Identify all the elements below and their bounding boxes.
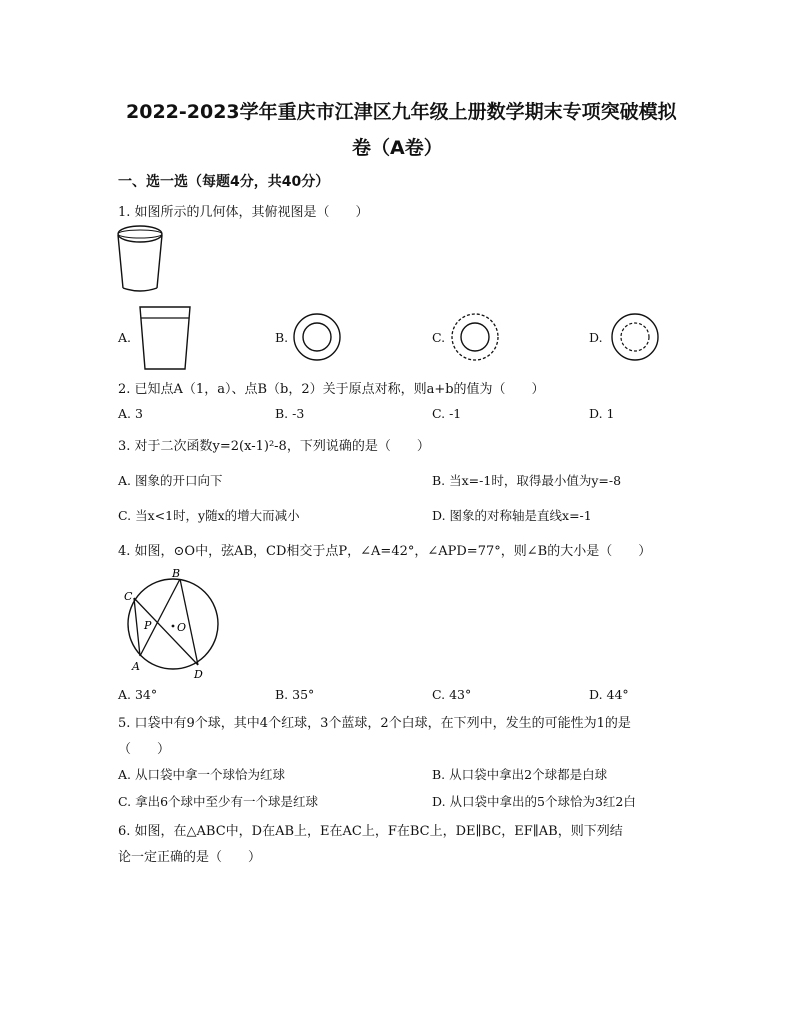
point-label-p: P (144, 619, 152, 632)
page-title-line-1: 2022-2023学年重庆市江津区九年级上册数学期末专项突破模拟 (126, 101, 677, 123)
point-label-b: B (172, 567, 181, 580)
question-1-option-b: B. (275, 330, 289, 345)
point-label-c: C (124, 590, 133, 603)
question-5-option-b: B. 从口袋中拿出2个球都是白球 (432, 767, 608, 782)
question-4-option-a: A. 34° (118, 687, 158, 702)
question-5-option-a: A. 从口袋中拿一个球恰为红球 (118, 767, 285, 782)
question-2-option-a: A. 3 (118, 406, 143, 421)
question-1-stem: 1. 如图所示的几何体，其俯视图是（ ） (118, 205, 369, 220)
option-a-trapezoid-figure (138, 305, 194, 371)
question-2-option-b: B. -3 (275, 406, 305, 421)
section-heading: 一、选一选（每题4分，共40分） (118, 174, 330, 190)
question-5-stem-line-2: （ ） (118, 742, 171, 757)
question-4-circle-figure (118, 568, 228, 680)
option-d-dashed-inner-circle-figure (610, 312, 660, 362)
question-3-option-c: C. 当x<1时，y随x的增大而减小 (118, 508, 300, 523)
question-3-option-d: D. 图象的对称轴是直线x=-1 (432, 508, 592, 523)
question-5-option-c: C. 拿出6个球中至少有一个球是红球 (118, 794, 319, 809)
question-3-option-b: B. 当x=-1时，取得最小值为y=-8 (432, 473, 622, 488)
option-b-concentric-circles-figure (292, 312, 342, 362)
question-1-option-d: D. (589, 330, 603, 345)
question-4-stem: 4. 如图，⊙O中，弦AB，CD相交于点P，∠A=42°，∠APD=77°，则∠B的大小是（ ） (118, 544, 652, 559)
point-label-o: O (177, 621, 187, 634)
question-4-option-d: D. 44° (589, 687, 629, 702)
point-label-a: A (132, 660, 140, 673)
question-4-option-c: C. 43° (432, 687, 472, 702)
question-5-stem-line-1: 5. 口袋中有9个球，其中4个红球，3个蓝球，2个白球，在下列中，发生的可能性为1的是 (118, 716, 631, 731)
point-label-d: D (194, 668, 203, 681)
question-2-stem: 2. 已知点A（1，a）、点B（b，2）关于原点对称，则a+b的值为（ ） (118, 382, 545, 397)
question-1-solid-figure (110, 222, 170, 297)
question-5-option-d: D. 从口袋中拿出的5个球恰为3红2白 (432, 794, 636, 809)
option-c-dashed-outer-circle-figure (450, 312, 500, 362)
question-2-option-d: D. 1 (589, 406, 615, 421)
question-1-option-c: C. (432, 330, 446, 345)
question-3-stem: 3. 对于二次函数y=2(x-1)²-8，下列说确的是（ ） (118, 439, 430, 454)
question-4-option-b: B. 35° (275, 687, 315, 702)
page-title-line-2: 卷（A卷） (352, 137, 443, 159)
question-1-option-a: A. (118, 330, 132, 345)
question-3-option-a: A. 图象的开口向下 (118, 473, 223, 488)
question-6-stem-line-2: 论一定正确的是（ ） (118, 850, 262, 865)
question-2-option-c: C. -1 (432, 406, 462, 421)
question-6-stem-line-1: 6. 如图，在△ABC中，D在AB上，E在AC上，F在BC上，DE∥BC，EF∥AB，则下列结 (118, 824, 623, 839)
